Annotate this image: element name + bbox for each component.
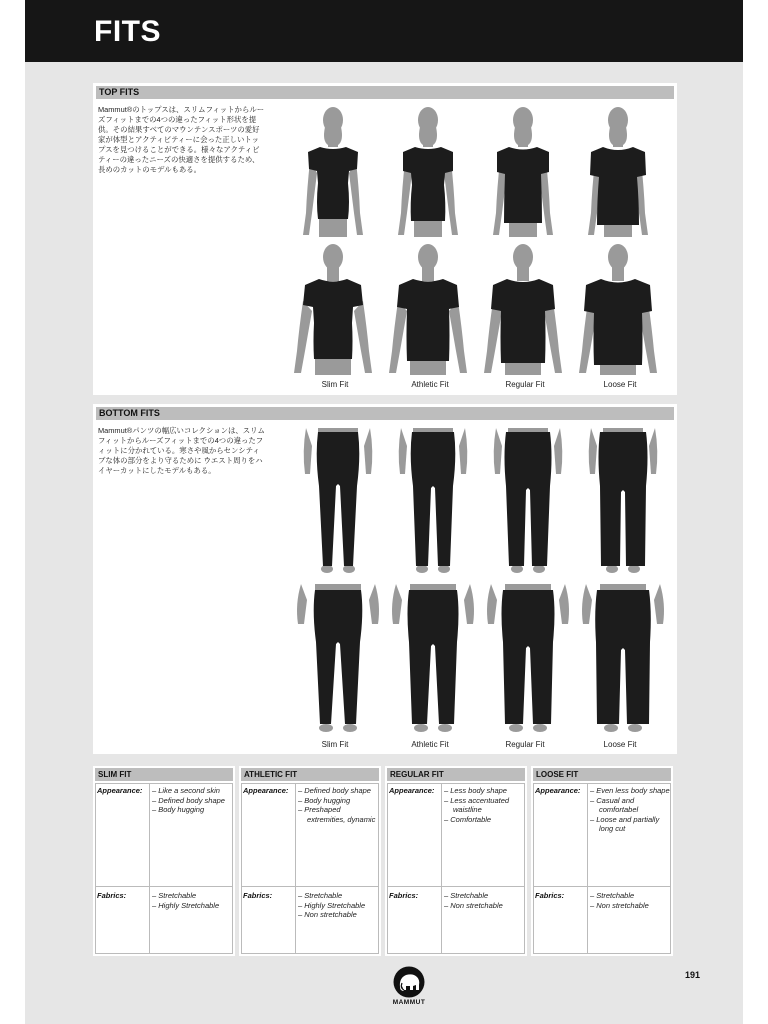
column-divider [441,783,442,954]
appearance-list [152,786,232,815]
loose-fit-table [531,766,673,956]
bottom-slim-fit-female-figure [298,426,378,576]
top-fits-heading: TOP FITS [96,86,674,99]
list-item: – Casual and comfortabel [590,795,639,814]
bottom-loose-fit-female-figure [583,426,663,576]
top-caption-athletic-fit: Athletic Fit [411,380,449,389]
fabrics-list [590,891,670,910]
top-slim-fit-female-figure [298,103,368,239]
fabrics-label: Fabrics: [243,891,273,900]
list-item: – Less body shape [444,786,507,795]
list-item: – Body hugging [298,795,351,805]
mammut-logo [382,966,436,1010]
list-item: – Non stretchable [298,910,357,919]
appearance-label: Appearance: [97,786,143,795]
list-item: – Defined body shape [152,795,225,805]
column-divider [149,783,150,954]
page-title: FITS [94,15,161,48]
loose-fit-title: LOOSE FIT [533,768,671,781]
bottom-athletic-fit-female-figure [393,426,473,576]
top-athletic-fit-male-figure [386,241,470,377]
top-slim-fit-male-figure [291,241,375,377]
mammoth-icon [393,966,425,998]
list-item: – Stretchable [444,891,489,900]
list-item: – Stretchable [590,891,635,900]
list-item: – Comfortable [444,814,492,824]
top-loose-fit-male-figure [576,241,660,377]
bottom-regular-fit-female-figure [488,426,568,576]
bottom-loose-fit-male-figure [576,582,670,734]
list-item: – Non stretchable [444,900,503,910]
top-loose-fit-female-figure [583,103,653,239]
list-item: – Even less body shape [590,786,670,795]
list-item: – Stretchable [152,891,197,900]
brand-wordmark: MAMMUT [392,999,426,1006]
bottom-regular-fit-male-figure [481,582,575,734]
row-divider [95,886,233,887]
column-divider [587,783,588,954]
bottom-athletic-fit-male-figure [386,582,480,734]
appearance-list [590,786,670,834]
row-divider [387,886,525,887]
row-divider [241,886,379,887]
top-caption-regular-fit: Regular Fit [505,380,545,389]
list-item: – Non stretchable [590,900,649,910]
fabrics-label: Fabrics: [97,891,127,900]
top-fits-description: Mammut®のトップスは、スリムフィットからルーズフィットまでの4つの違ったフィット形状を提供。その結果すべてのマウンテンスポーツの愛好家が体型とアクティビティーに会った正しいトップスを見つけることができる。様々なアクティビティーの違ったニーズの快適さを提供するため、長めのカットのモデルもある。 [98,105,265,174]
athletic-fit-table [239,766,381,956]
list-item: – Body hugging [152,805,205,814]
bottom-caption-slim-fit: Slim Fit [321,740,349,749]
bottom-fits-panel [93,404,677,754]
list-item: – Highly Stretchable [298,900,366,910]
bottom-slim-fit-male-figure [291,582,385,734]
top-fits-panel [93,83,677,395]
list-item: – Defined body shape [298,786,371,795]
fabrics-label: Fabrics: [389,891,419,900]
slim-fit-table [93,766,235,956]
page [25,0,743,1024]
top-caption-slim-fit: Slim Fit [321,380,349,389]
top-regular-fit-female-figure [488,103,558,239]
bottom-fits-description: Mammut®パンツの幅広いコレクションは、スリムフィットからルーズフィットまでの4つの違ったフィットに分かれている。寒さや風からセンシティブな体の部分をより守るために ウエスト周りをハイヤーカットにしたモデルもある。 [98,426,265,475]
column-divider [295,783,296,954]
top-regular-fit-male-figure [481,241,565,377]
appearance-list [298,786,378,824]
bottom-caption-regular-fit: Regular Fit [505,740,545,749]
top-caption-loose-fit: Loose Fit [603,380,637,389]
bottom-fits-heading: BOTTOM FITS [96,407,674,420]
list-item: – Preshaped extremities, dynamic [298,805,376,824]
list-item: – Stretchable [298,891,343,900]
page-number: 191 [685,970,701,980]
bottom-caption-loose-fit: Loose Fit [603,740,637,749]
fabrics-list [298,891,378,920]
regular-fit-title: REGULAR FIT [387,768,525,781]
slim-fit-title: SLIM FIT [95,768,233,781]
page-header [25,0,743,62]
appearance-list [444,786,524,824]
fabrics-list [152,891,232,910]
list-item: – Less accentuated waistline [444,795,510,814]
list-item: – Highly Stretchable [152,900,220,910]
athletic-fit-title: ATHLETIC FIT [241,768,379,781]
top-athletic-fit-female-figure [393,103,463,239]
fabrics-list [444,891,524,910]
regular-fit-table [385,766,527,956]
appearance-label: Appearance: [243,786,289,795]
appearance-label: Appearance: [389,786,435,795]
list-item: – Like a second skin [152,786,220,795]
appearance-label: Appearance: [535,786,581,795]
bottom-caption-athletic-fit: Athletic Fit [411,740,449,749]
row-divider [533,886,671,887]
list-item: – Loose and partially long cut [590,814,660,833]
fabrics-label: Fabrics: [535,891,565,900]
